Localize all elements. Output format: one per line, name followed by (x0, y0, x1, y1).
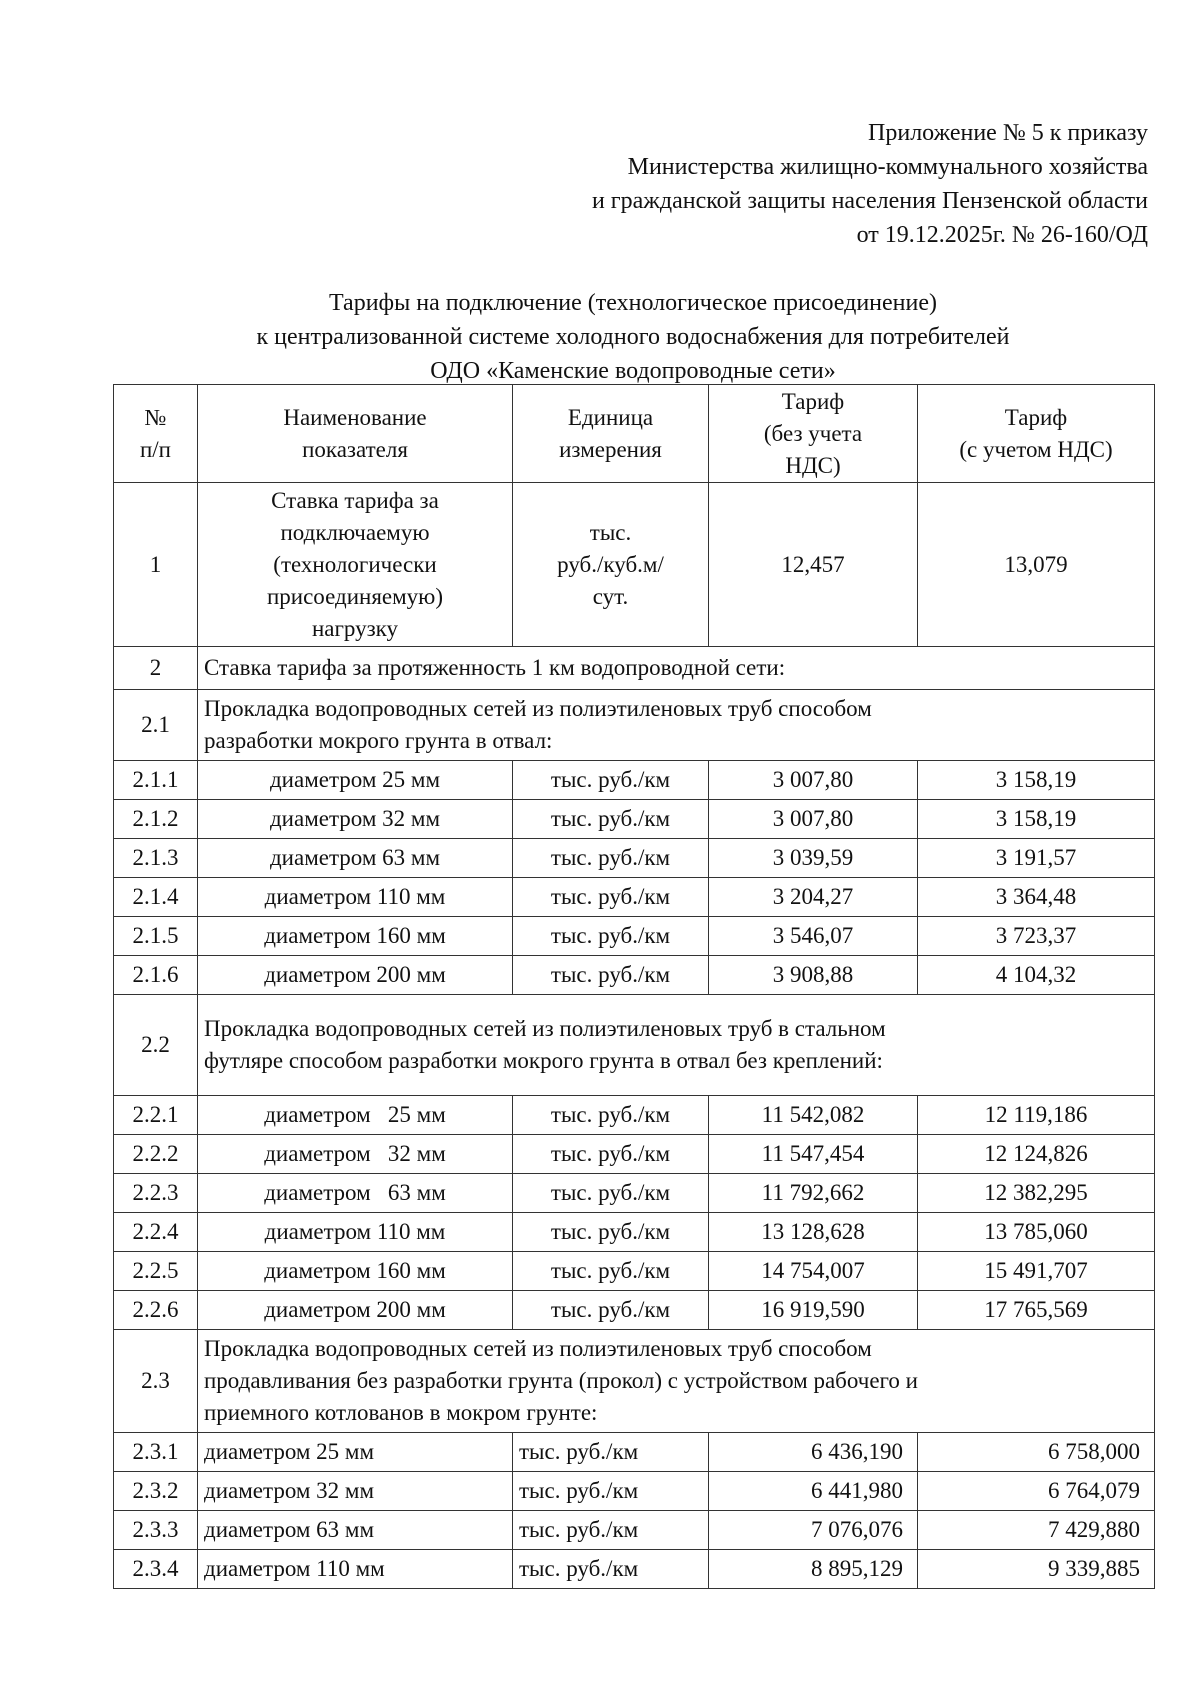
row-name: диаметром 63 мм (198, 1174, 513, 1213)
row-unit: тыс. руб./км (513, 1472, 709, 1511)
row-unit: тыс. руб./км (513, 1096, 709, 1135)
table-row (114, 1213, 1155, 1252)
row-tariff-vat: 12 119,186 (918, 1096, 1155, 1135)
row-tariff-no-vat: 3 007,80 (709, 800, 918, 839)
row-num: 2.1.4 (114, 878, 198, 917)
table-row (114, 483, 1155, 647)
row-name: диаметром 25 мм (198, 1096, 513, 1135)
row-name: диаметром 32 мм (198, 1135, 513, 1174)
row-tariff-no-vat: 14 754,007 (709, 1252, 918, 1291)
header-line-2: Министерства жилищно-коммунального хозяйства (627, 154, 1148, 180)
row-num: 2.2.3 (114, 1174, 198, 1213)
row-name: диаметром 110 мм (198, 878, 513, 917)
section-title: Прокладка водопроводных сетей из полиэтиленовых труб способом разработки мокрого грунта в отвал: (198, 690, 1155, 761)
row-name: диаметром 32 мм (198, 1472, 513, 1511)
row-unit: тыс. руб./км (513, 917, 709, 956)
row-num: 2.3.4 (114, 1550, 198, 1589)
section-row (114, 995, 1155, 1096)
row-num: 2.2 (114, 995, 198, 1096)
row-num: 2.1.6 (114, 956, 198, 995)
row-num: 2.3 (114, 1330, 198, 1433)
row-tariff-no-vat: 3 546,07 (709, 917, 918, 956)
row-unit: тыс. руб./км (513, 1174, 709, 1213)
row-tariff-no-vat: 6 441,980 (709, 1472, 918, 1511)
row-tariff-vat: 3 723,37 (918, 917, 1155, 956)
row-tariff-vat: 12 124,826 (918, 1135, 1155, 1174)
row-tariff-vat: 3 158,19 (918, 800, 1155, 839)
row-num: 2.2.1 (114, 1096, 198, 1135)
row-tariff-no-vat: 3 204,27 (709, 878, 918, 917)
row-tariff-vat: 6 764,079 (918, 1472, 1155, 1511)
table-row (114, 878, 1155, 917)
row-num: 2.2.5 (114, 1252, 198, 1291)
section-title: Ставка тарифа за протяженность 1 км водопроводной сети: (198, 647, 1155, 690)
table-row (114, 647, 1155, 690)
row-num: 2 (114, 647, 198, 690)
row-tariff-no-vat: 6 436,190 (709, 1433, 918, 1472)
row-name: диаметром 160 мм (198, 917, 513, 956)
row-name: диаметром 63 мм (198, 1511, 513, 1550)
row-unit: тыс. руб./км (513, 1550, 709, 1589)
table-row (114, 839, 1155, 878)
section-title: Прокладка водопроводных сетей из полиэтиленовых труб в стальном футляре способом разработки мокрого грунта в отвал без креплений: (198, 995, 1155, 1096)
row-tariff-vat: 3 364,48 (918, 878, 1155, 917)
row-tariff-no-vat: 16 919,590 (709, 1291, 918, 1330)
title-line-3: ОДО «Каменские водопроводные сети» (430, 358, 836, 384)
row-unit: тыс. руб./км (513, 1213, 709, 1252)
row-num: 2.1 (114, 690, 198, 761)
row-tariff-vat: 4 104,32 (918, 956, 1155, 995)
section-2-2-rows (114, 1096, 1155, 1330)
section-row (114, 1330, 1155, 1433)
row-tariff-no-vat: 11 542,082 (709, 1096, 918, 1135)
row-unit: тыс. руб./км (513, 1511, 709, 1550)
document-title (113, 286, 1153, 388)
row-tariff-no-vat: 11 547,454 (709, 1135, 918, 1174)
table-row (114, 1550, 1155, 1589)
row-tariff-no-vat: 13 128,628 (709, 1213, 918, 1252)
row-num: 2.2.6 (114, 1291, 198, 1330)
table-row (114, 956, 1155, 995)
row-num: 2.1.2 (114, 800, 198, 839)
document-header (592, 116, 1148, 252)
row-num: 2.3.1 (114, 1433, 198, 1472)
row-name: диаметром 110 мм (198, 1550, 513, 1589)
row-name: диаметром 25 мм (198, 761, 513, 800)
row-num: 2.1.3 (114, 839, 198, 878)
table-row (114, 1291, 1155, 1330)
title-line-2: к централизованной системе холодного водоснабжения для потребителей (256, 324, 1010, 350)
row-tariff-no-vat: 11 792,662 (709, 1174, 918, 1213)
row-num: 2.3.3 (114, 1511, 198, 1550)
header-tariff-vat: Тариф (с учетом НДС) (918, 385, 1155, 483)
row-unit: тыс. руб./км (513, 1135, 709, 1174)
row-name: диаметром 200 мм (198, 956, 513, 995)
row-tariff-vat: 3 158,19 (918, 761, 1155, 800)
header-line-1: Приложение № 5 к приказу (868, 120, 1148, 146)
row-num: 2.2.2 (114, 1135, 198, 1174)
row-tariff-vat: 9 339,885 (918, 1550, 1155, 1589)
row-tariff-vat: 12 382,295 (918, 1174, 1155, 1213)
row-tariff-vat: 15 491,707 (918, 1252, 1155, 1291)
section-title: Прокладка водопроводных сетей из полиэтиленовых труб способом продавливания без разработки грунта (прокол) с устройством рабочего и приемного котлованов в мокром грунте: (198, 1330, 1155, 1433)
row-tariff-no-vat: 3 007,80 (709, 761, 918, 800)
row-num: 1 (114, 483, 198, 647)
row-unit: тыс. руб./куб.м/ сут. (513, 483, 709, 647)
header-unit: Единица измерения (513, 385, 709, 483)
table-row (114, 1472, 1155, 1511)
row-unit: тыс. руб./км (513, 1291, 709, 1330)
row-tariff-no-vat: 12,457 (709, 483, 918, 647)
row-unit: тыс. руб./км (513, 1433, 709, 1472)
tariffs-table (113, 384, 1155, 1589)
row-tariff-vat: 7 429,880 (918, 1511, 1155, 1550)
row-tariff-no-vat: 7 076,076 (709, 1511, 918, 1550)
row-num: 2.1.1 (114, 761, 198, 800)
row-name: диаметром 160 мм (198, 1252, 513, 1291)
section-row (114, 690, 1155, 761)
row-unit: тыс. руб./км (513, 956, 709, 995)
row-tariff-no-vat: 8 895,129 (709, 1550, 918, 1589)
table-row (114, 800, 1155, 839)
section-2-1-rows (114, 761, 1155, 995)
header-line-4: от 19.12.2025г. № 26-160/ОД (856, 222, 1148, 248)
table-row (114, 1511, 1155, 1550)
row-num: 2.1.5 (114, 917, 198, 956)
table-row (114, 761, 1155, 800)
row-tariff-vat: 17 765,569 (918, 1291, 1155, 1330)
table-header-row (114, 385, 1155, 483)
row-name: диаметром 63 мм (198, 839, 513, 878)
row-tariff-vat: 13 785,060 (918, 1213, 1155, 1252)
row-unit: тыс. руб./км (513, 839, 709, 878)
row-name: Ставка тарифа за подключаемую (технологически присоединяемую) нагрузку (198, 483, 513, 647)
table-row (114, 1174, 1155, 1213)
row-unit: тыс. руб./км (513, 761, 709, 800)
table-row (114, 1252, 1155, 1291)
row-unit: тыс. руб./км (513, 800, 709, 839)
table-row (114, 1135, 1155, 1174)
row-name: диаметром 25 мм (198, 1433, 513, 1472)
section-2-3-rows (114, 1433, 1155, 1589)
header-num: № п/п (114, 385, 198, 483)
header-name: Наименование показателя (198, 385, 513, 483)
table-row (114, 1096, 1155, 1135)
table-row (114, 1433, 1155, 1472)
row-name: диаметром 200 мм (198, 1291, 513, 1330)
row-num: 2.3.2 (114, 1472, 198, 1511)
row-tariff-no-vat: 3 039,59 (709, 839, 918, 878)
table-row (114, 917, 1155, 956)
row-tariff-vat: 3 191,57 (918, 839, 1155, 878)
row-tariff-vat: 13,079 (918, 483, 1155, 647)
row-name: диаметром 32 мм (198, 800, 513, 839)
header-tariff-no-vat: Тариф (без учета НДС) (709, 385, 918, 483)
row-unit: тыс. руб./км (513, 1252, 709, 1291)
row-unit: тыс. руб./км (513, 878, 709, 917)
row-num: 2.2.4 (114, 1213, 198, 1252)
header-line-3: и гражданской защиты населения Пензенской области (591, 188, 1148, 214)
row-tariff-vat: 6 758,000 (918, 1433, 1155, 1472)
row-tariff-no-vat: 3 908,88 (709, 956, 918, 995)
title-line-1: Тарифы на подключение (технологическое присоединение) (328, 290, 938, 316)
row-name: диаметром 110 мм (198, 1213, 513, 1252)
